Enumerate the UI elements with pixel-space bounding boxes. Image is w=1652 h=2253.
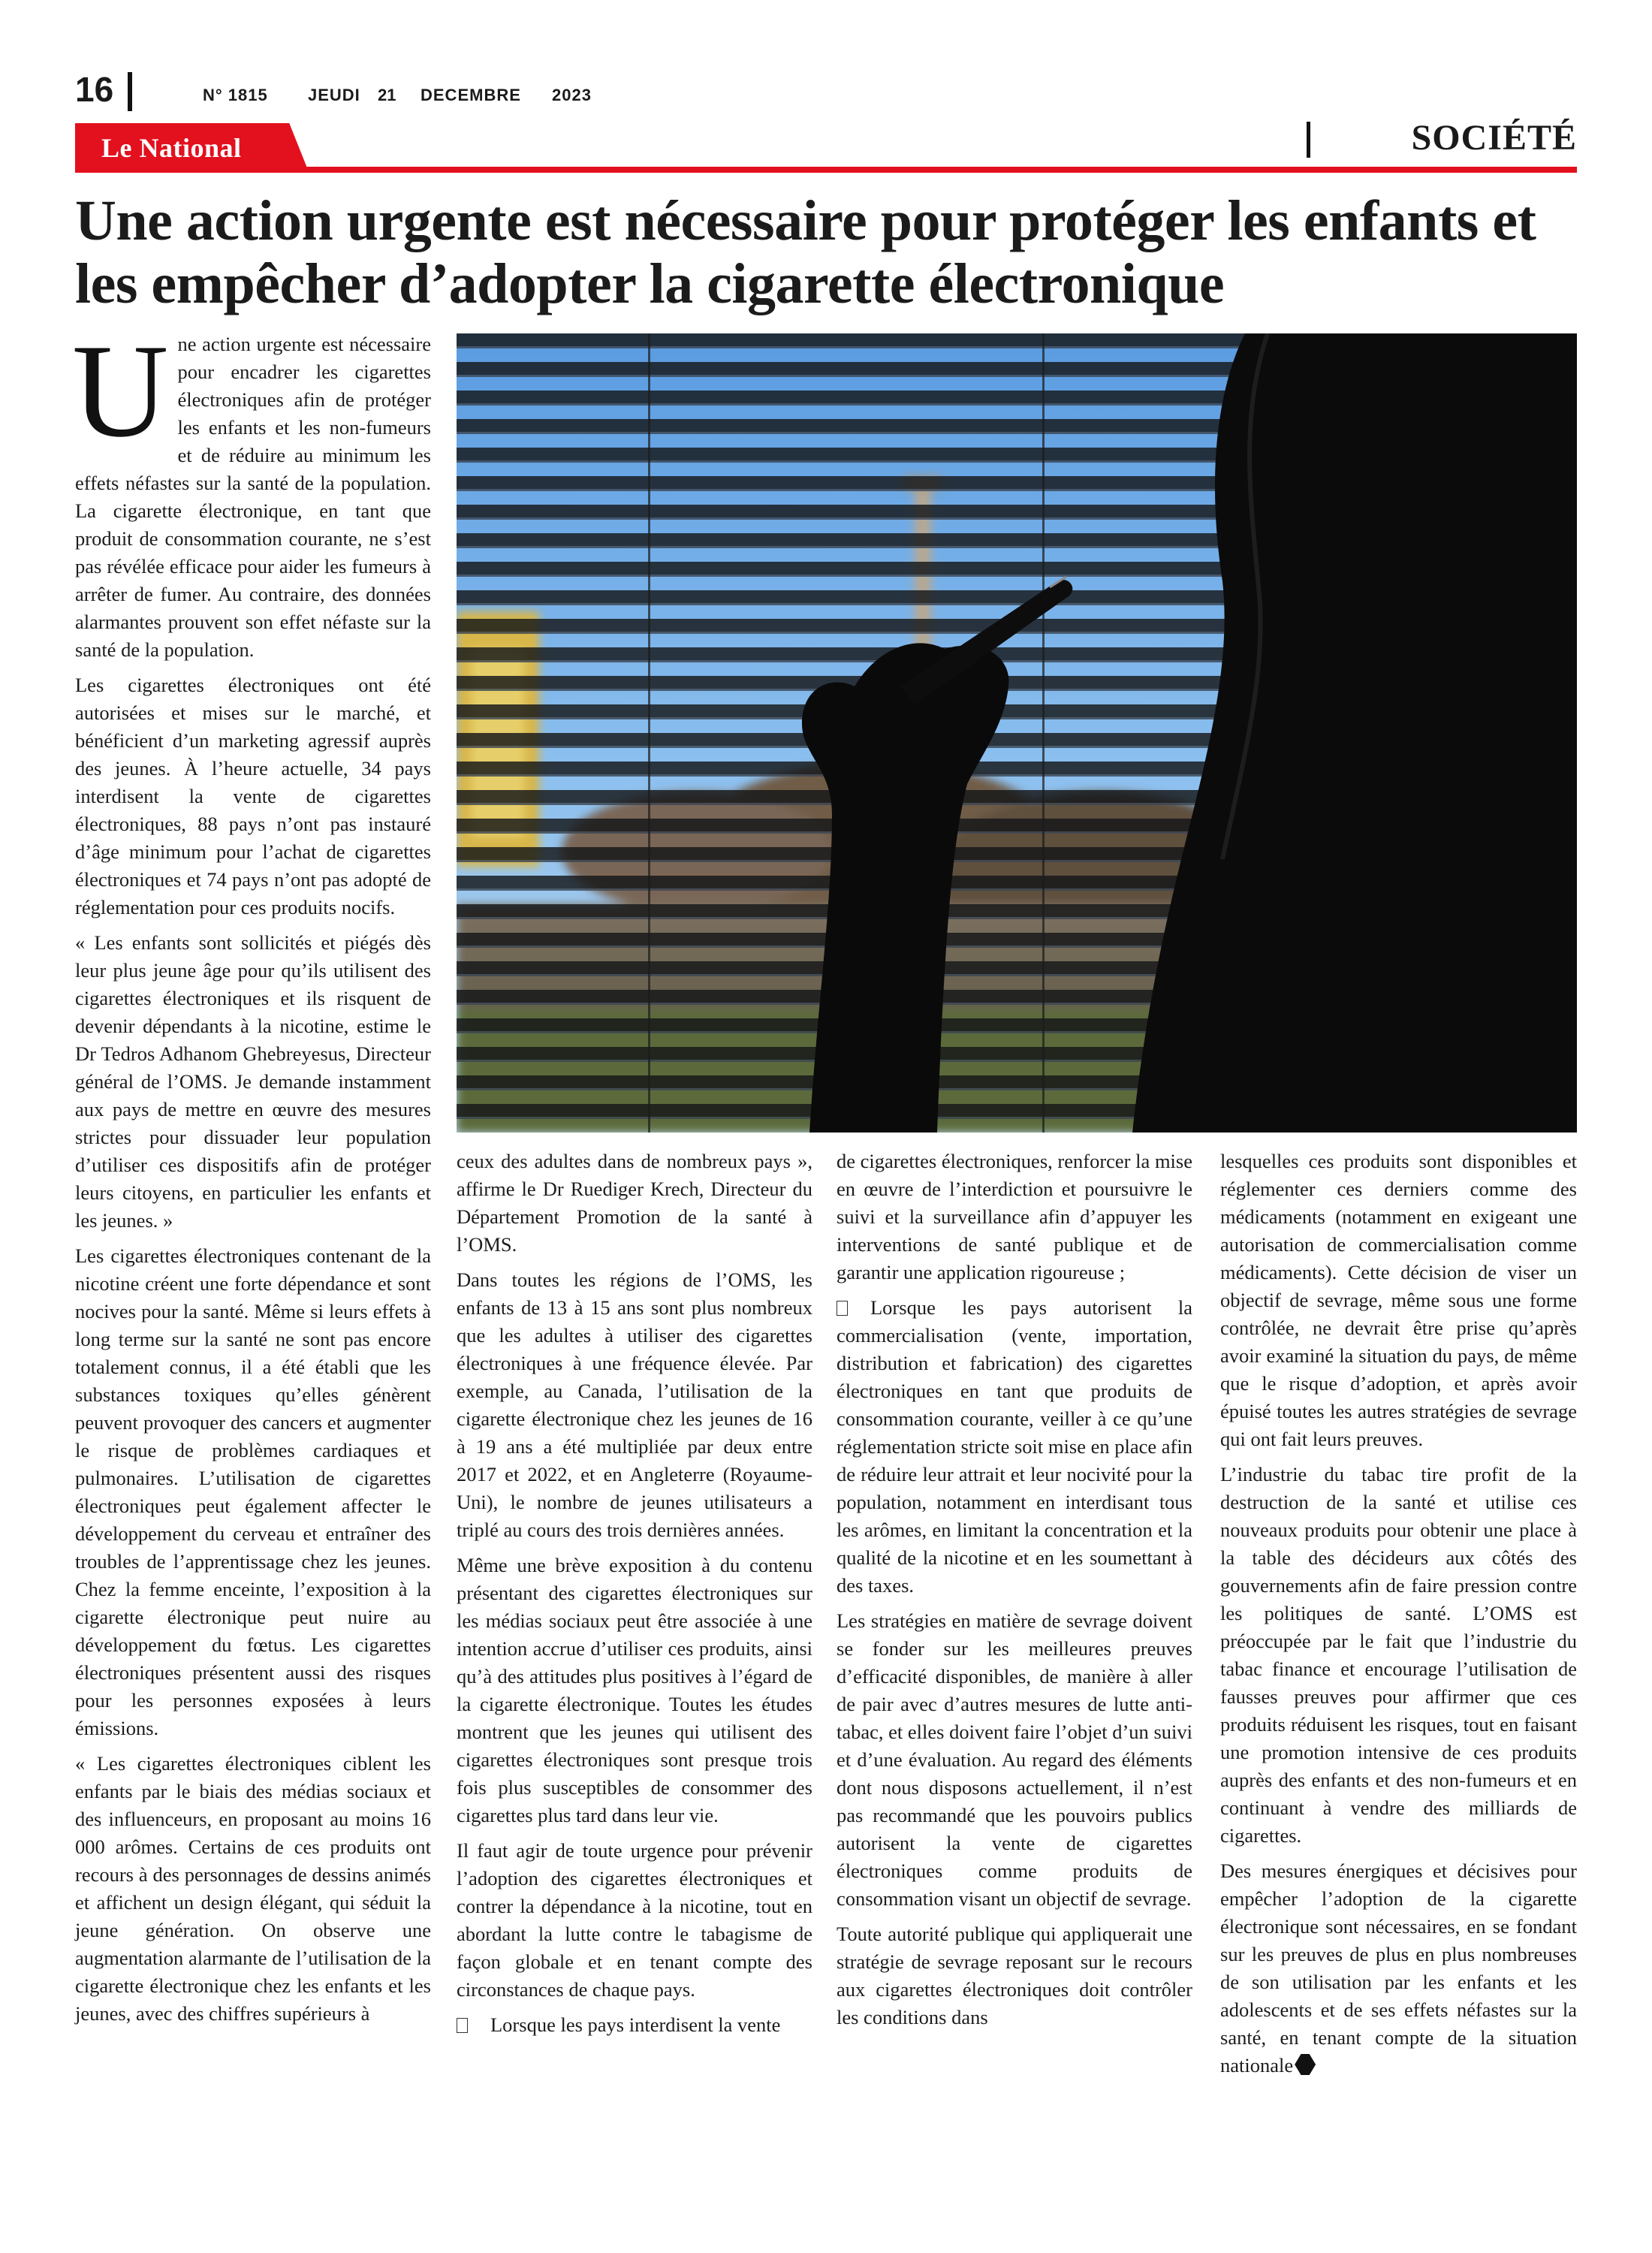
article-paragraph: « Les cigarettes électroniques ciblent les enfants par le biais des médias sociaux et des influenceurs, en proposant au moins 16 000 arômes. Certains de ces produits ont recours à des personnages de dessins animés et affichent un design élégant, qui séduit la jeune génération. On observe une augmentation alarmante de l’utilisation de la cigarette électronique chez les enfants et les jeunes, avec des chiffres supérieurs à: [75, 1752, 431, 2025]
article-headline: Une action urgente est nécessaire pour protéger les enfants et les empêcher d’adopter la cigarette électronique: [75, 189, 1536, 315]
article-paragraph: Les cigarettes électroniques contenant de la nicotine créent une forte dépendance et sont nocives pour la santé. Même si leurs effets à long terme sur la santé ne sont pas encore totalement connus, il a été établi que les substances toxiques qu’elles génèrent peuvent provoquer des cancers et augmenter le risque de problèmes cardiaques et pulmonaires. L’utilisation de cigarettes électroniques peut également affecter le développement du cerveau et entraîner des troubles de l’apprentissage chez les jeunes. Chez la femme enceinte, l’exposition à la cigarette électronique peut nuire au développement du fœtus. Les cigarettes électroniques présentent aussi des risques pour les personnes exposées à leurs émissions.: [75, 1244, 431, 1739]
article-paragraph: [457, 2011, 812, 2039]
issue-year: 2023: [552, 86, 592, 104]
issue-date: 21: [378, 86, 396, 104]
article-paragraph: ceux des adultes dans de nombreux pays », affirme le Dr Ruediger Krech, Directeur du Département Promotion de la santé à l’OMS.: [457, 1150, 812, 1256]
drop-cap: U: [72, 316, 169, 465]
section-divider: [1307, 122, 1310, 158]
article-paragraph: Même une brève exposition à du contenu présentant des cigarettes électroniques sur les médias sociaux peut être associée à une intention accrue d’utiliser ces produits, ainsi qu’à des attitudes plus positives à l’égard de la cigarette électronique. Toutes les études montrent que les jeunes qui utilisent des cigarettes électroniques sont presque trois fois plus susceptibles de consommer des cigarettes plus tard dans leur vie.: [457, 1554, 812, 1826]
bullet-icon: [457, 2018, 468, 2033]
article-paragraph: [837, 1294, 1192, 1600]
article-paragraph: Toute autorité publique qui appliquerait une stratégie de sevrage reposant sur le recours aux cigarettes électroniques doit contrôler les conditions dans: [837, 1923, 1192, 2028]
article-paragraph: L’industrie du tabac tire profit de la destruction de la santé et utilise ces nouveaux produits pour obtenir une place à la table des décideurs aux côtés des gouvernements afin de faire pression contre les politiques de santé. L’OMS est préoccupée par le fait que l’industrie du tabac finance et encourage l’utilisation de fausses preuves pour affirmer que ces produits réduisent les risques, tout en faisant une promotion intensive de ces produits auprès des enfants et des non-fumeurs et en continuant à vendre des milliards de cigarettes.: [1220, 1463, 1577, 1847]
article-paragraph: Dans toutes les régions de l’OMS, les enfants de 13 à 15 ans sont plus nombreux que les adultes à utiliser des cigarettes électroniques à une fréquence élevée. Par exemple, au Canada, l’utilisation de la cigarette électronique chez les jeunes de 16 à 19 ans a été multipliée par deux entre 2017 et 2022, et en Angleterre (Royaume-Uni), le nombre de jeunes utilisateurs a triplé au cours des trois dernières années.: [457, 1268, 812, 1541]
article-column-3: [837, 1148, 1192, 2039]
article-paragraph: de cigarettes électroniques, renforcer la mise en œuvre de l’interdiction et poursuivre le suivi et la surveillance afin d’appuyer les interventions de santé publique et de garantir une application rigoureuse ;: [837, 1150, 1192, 1283]
article-paragraph: [1220, 1857, 1577, 2080]
article-column-1: [72, 316, 431, 2035]
article-column-2: [457, 1148, 812, 2046]
article-paragraph: Il faut agir de toute urgence pour prévenir l’adoption des cigarettes électroniques et contrer la dépendance à la nicotine, tout en abordant la lutte contre le tabagisme de façon globale et en tenant compte des circonstances de chaque pays.: [457, 1839, 812, 2001]
article-paragraph: Les cigarettes électroniques ont été autorisées et mises sur le marché, et bénéficient d’un marketing agressif auprès des jeunes. À l’heure actuelle, 34 pays interdisent la vente de cigarettes électroniques, 88 pays n’ont pas instauré d’âge minimum pour l’achat de cigarettes électroniques et 74 pays n’ont pas adopté de réglementation pour ces produits nocifs.: [75, 674, 431, 918]
section-label: SOCIÉTÉ: [1411, 118, 1577, 158]
paragraph-text: Des mesures énergiques et décisives pour empêcher l’adoption de la cigarette électronique sont nécessaires, en se fondant sur les preuves de plus en plus nombreuses de son utilisation par les enfants et les adolescents et de ses effets néfastes sur la santé, en tenant compte de la situation nationale: [1220, 1859, 1577, 2077]
article-paragraph: « Les enfants sont sollicités et piégés dès leur plus jeune âge pour qu’ils utilisent des cigarettes électroniques et ils risquent de devenir dépendants à la nicotine, estime le Dr Tedros Adhanom Ghebreyesus, Directeur général de l’OMS. Je demande instamment aux pays de mettre en œuvre des mesures strictes pour dissuader leur population d’utiliser ces dispositifs afin de protéger leurs citoyens, en particulier les enfants et les jeunes. »: [75, 931, 431, 1232]
paragraph-text: Lorsque les pays autorisent la commercialisation (vente, importation, distribution et fabrication) des cigarettes électroniques en tant que produits de consommation courante, veiller à ce qu’une réglementation stricte soit mise en place afin de réduire leur attrait et leur nocivité pour la population, notamment en interdisant tous les arômes, en limitant la concentration et la qualité de la nicotine et en les soumettant à des taxes.: [837, 1296, 1192, 1597]
article-column-4: [1220, 1148, 1577, 2087]
newspaper-brand: Le National: [101, 133, 242, 163]
page-number: 16: [75, 70, 114, 109]
issue-number: N° 1815: [203, 86, 268, 104]
silhouette-vaping-photo-icon: [457, 333, 1577, 1133]
article-paragraph: Les stratégies en matière de sevrage doivent se fonder sur les meilleures preuves d’efficacité disponibles, de manière à aller de pair avec d’autres mesures de lutte anti-tabac, et elles doivent faire l’objet d’un suivi et d’une évaluation. Au regard des éléments dont nous disposons actuellement, il n’est pas recommandé que les pouvoirs publics autorisent la vente de cigarettes électroniques comme produits de consommation visant un objectif de sevrage.: [837, 1609, 1192, 1910]
paragraph-text: Lorsque les pays interdisent la vente: [490, 2013, 781, 2036]
issue-day: JEUDI: [308, 86, 360, 104]
paragraph-text: ne action urgente est nécessaire pour encadrer les cigarettes électroniques afin de protéger les enfants et les non-fumeurs et de réduire au minimum les effets néfastes sur la santé de la population. La cigarette électronique, en tant que produit de consommation courante, ne s’est pas révélée efficace pour aider les fumeurs à arrêter de fumer. Au contraire, des données alarmantes prouvent son effet néfaste sur la santé de la population.: [75, 333, 431, 661]
article-photo: [457, 333, 1577, 1133]
header-divider: [128, 72, 132, 111]
article-paragraph: lesquelles ces produits sont disponibles et réglementer ces derniers comme des médicaments (notamment en exigeant une autorisation de commercialisation comme médicaments). Cette décision de viser un objectif de sevrage, même sous une forme contrôlée, ne devrait être prise qu’après avoir examiné la situation du pays, de même que le risque d’adoption, et après avoir épuisé toutes les autres stratégies de sevrage qui ont fait leurs preuves.: [1220, 1150, 1577, 1450]
bullet-icon: [837, 1301, 848, 1316]
header-rule: [75, 167, 1577, 173]
issue-month: DECEMBRE: [421, 86, 521, 104]
article-paragraph: [72, 316, 431, 664]
end-of-article-icon: [1295, 2054, 1316, 2075]
